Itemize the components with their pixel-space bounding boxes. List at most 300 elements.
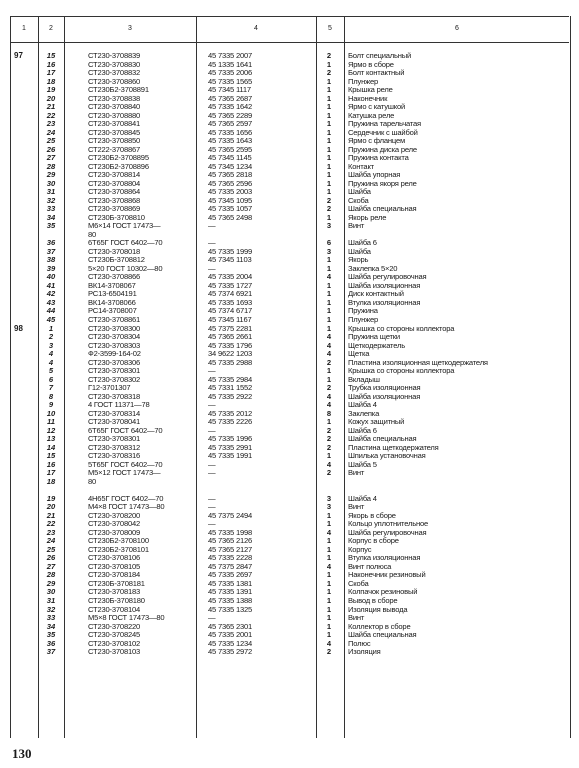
table-row [0,239,579,248]
part-code: СТ230-3708312 [88,442,141,452]
item-number: 44 [46,306,56,316]
quantity: 1 [326,587,332,597]
quantity: 4 [326,459,332,469]
part-name: Заклепка [348,408,380,418]
part-code: 5×20 ГОСТ 10302—80 [88,263,163,273]
quantity: 1 [326,314,332,324]
catalog-number: 45 7335 2697 [208,570,253,580]
table-row [0,495,579,504]
table-row [0,205,579,214]
item-number: 25 [46,136,56,146]
table-row [0,231,579,240]
table-row [0,350,579,359]
item-number: 16 [46,459,56,469]
quantity: 1 [326,544,332,554]
part-name: Шайба 6 [348,238,377,248]
item-number: 8 [48,391,54,401]
catalog-number: 45 7335 1388 [208,596,253,605]
catalog-number: 45 7335 2991 [208,442,253,452]
catalog-number: 45 7335 1796 [208,340,253,350]
table-row [0,469,579,478]
quantity: 4 [326,349,332,359]
part-name: Якорь реле [348,212,387,222]
table-row [0,452,579,461]
item-number: 16 [46,59,56,69]
quantity: 2 [326,434,332,444]
quantity: 1 [326,93,332,103]
table-row [0,112,579,121]
table-row [0,648,579,657]
quantity: 1 [326,519,332,529]
part-code: СТ230-3708840 [88,102,141,112]
catalog-number: 45 7335 1991 [208,451,253,461]
part-name: Втулка изоляционная [348,553,421,563]
part-name: Корпус в сборе [348,536,399,546]
part-code: СТ230-3708864 [88,187,141,197]
quantity: 4 [326,638,332,648]
catalog-number: 45 7335 2003 [208,187,253,197]
item-number: 1 [48,323,54,333]
part-name: Кольцо уплотнительное [348,519,429,529]
part-name: Ярмо с фланцем [348,136,406,146]
table-row [0,188,579,197]
item-number: 39 [46,263,56,273]
table-row [0,512,579,521]
part-name: Шайба [348,187,371,197]
catalog-number: — [208,519,216,529]
quantity: 2 [326,383,332,393]
table-row [0,444,579,453]
table-row [0,623,579,632]
part-code: СТ230-3708200 [88,510,141,520]
quantity: 2 [326,68,332,78]
item-number: 37 [46,246,56,256]
page-number: 130 [12,746,32,761]
item-number: 43 [46,297,56,307]
part-code: СТ230-3708869 [88,204,141,214]
table-row [0,103,579,112]
part-name: Шайба специальная [348,434,417,444]
quantity: 1 [326,621,332,631]
part-code: РС14-3708007 [88,306,137,316]
item-number: 37 [46,647,56,657]
item-number: 26 [46,144,56,154]
table-row [0,214,579,223]
quantity: 1 [326,630,332,640]
quantity: 6 [326,238,332,248]
item-number: 20 [46,93,56,103]
part-name: Пружина якоря реле [348,178,417,188]
item-number: 27 [46,561,56,571]
table-row [0,61,579,70]
part-code: 6Т65Г ГОСТ 6402—70 [88,425,163,435]
item-number: 24 [46,127,56,137]
table-row [0,120,579,129]
item-number: 42 [46,289,56,299]
part-name: Скоба [348,578,369,588]
table-row [0,359,579,368]
part-name: Шайба 4 [348,400,377,410]
part-name: Пластина щеткодержателя [348,442,439,452]
quantity: 2 [326,425,332,435]
item-number: 23 [46,527,56,537]
quantity: 3 [326,246,332,256]
catalog-number: 45 7335 2004 [208,272,253,282]
quantity: 1 [326,212,332,222]
catalog-number: 45 7335 2012 [208,408,253,418]
catalog-number: 45 7365 2595 [208,144,253,154]
table-row [0,563,579,572]
part-code: СТ230-3708302 [88,374,141,384]
part-code: СТ230-3708301 [88,366,141,376]
catalog-number: 45 7365 2498 [208,212,253,222]
part-code: СТ230Б-3708810 [88,212,145,222]
item-number: 18 [46,76,56,86]
quantity: 1 [326,553,332,563]
table-row [0,171,579,180]
catalog-number: 45 1335 1641 [208,59,253,69]
part-code: 4 ГОСТ 11371—78 [88,400,150,410]
part-name: Шайба упорная [348,170,401,180]
part-name: Наконечник резиновый [348,570,426,580]
catalog-number: 45 7335 1999 [208,246,253,256]
item-number: 13 [46,434,56,444]
catalog-number: — [208,493,216,503]
quantity: 1 [326,263,332,273]
catalog-number: — [208,238,216,248]
table-row [0,137,579,146]
part-code: РС13-6504191 [88,289,137,299]
quantity: 1 [326,255,332,265]
catalog-number: 45 7335 1656 [208,127,253,137]
catalog-number: 45 7365 2661 [208,332,253,342]
item-number: 24 [46,536,56,546]
catalog-number: 45 7375 2281 [208,323,253,333]
catalog-number: 45 7345 1234 [208,161,253,171]
part-code: СТ230-3708845 [88,127,141,137]
item-number: 19 [46,493,56,503]
table-row [0,307,579,316]
item-number: 34 [46,212,56,222]
quantity: 1 [326,451,332,461]
item-number: 35 [46,630,56,640]
quantity: 2 [326,442,332,452]
catalog-number: — [208,459,216,469]
table-row [0,95,579,104]
item-number: 30 [46,178,56,188]
part-code: М6×14 ГОСТ 17473— [88,221,161,231]
part-name: Шайба изоляционная [348,280,421,290]
table-row [0,333,579,342]
part-name: Пружина диска реле [348,144,417,154]
table-row [0,606,579,615]
part-code: СТ230-3708880 [88,110,141,120]
part-code: СТ230Б2-3708895 [88,153,149,163]
part-code: СТ230Б-3708180 [88,596,145,605]
part-name: Ярмо в сборе [348,59,394,69]
part-code: СТ230-3708866 [88,272,141,282]
quantity: 2 [326,195,332,205]
item-number: 22 [46,519,56,529]
table-row [0,325,579,334]
catalog-number: 45 7345 1103 [208,255,252,265]
quantity: 8 [326,408,332,418]
part-code: СТ230-3708861 [88,314,141,324]
part-name: Вкладыш [348,374,380,384]
part-code: М5×8 ГОСТ 17473—80 [88,613,165,623]
table-row [0,520,579,529]
part-name: Винт [348,468,365,478]
part-code: СТ230-3708868 [88,195,141,205]
part-code: СТ230-3708306 [88,357,141,367]
table-row [0,69,579,78]
table-row [0,401,579,410]
item-number: 18 [46,476,56,486]
item-number: 10 [46,408,56,418]
part-code: СТ230-3708042 [88,519,141,529]
part-code: СТ230Б2-3708891 [88,85,149,95]
quantity: 1 [326,323,332,333]
part-name: Контакт [348,161,374,171]
item-number: 17 [46,68,56,78]
part-code: СТ230-3708104 [88,604,141,614]
catalog-number: 45 7335 2006 [208,68,253,78]
part-code: СТ230-3708009 [88,527,141,537]
quantity: 1 [326,127,332,137]
part-name: Шайба [348,246,371,256]
item-number: 21 [46,102,56,112]
quantity: 1 [326,119,332,129]
part-code: СТ230Б-3708812 [88,255,145,265]
catalog-number: 45 7335 1998 [208,527,253,537]
quantity: 1 [326,596,332,605]
table-row [0,410,579,419]
part-code: СТ230-3708106 [88,553,141,563]
quantity: 4 [326,391,332,401]
table-row [0,546,579,555]
quantity: 4 [326,561,332,571]
group-number: 98 [14,323,23,333]
table-row [0,486,579,495]
part-name: Пружина контакта [348,153,409,163]
item-number: 19 [46,85,56,95]
table-row [0,631,579,640]
quantity: 4 [326,400,332,410]
part-name: Винт [348,502,365,512]
item-number: 5 [48,366,54,376]
catalog-number: — [208,221,216,231]
part-name: Шайба изоляционная [348,391,421,401]
item-number: 35 [46,221,56,231]
catalog-number: — [208,468,216,478]
part-code: 6Т65Г ГОСТ 6402—70 [88,238,163,248]
item-number: 20 [46,502,56,512]
item-number: 22 [46,110,56,120]
quantity: 4 [326,340,332,350]
catalog-number: 45 7331 1552 [208,383,253,393]
item-number: 36 [46,238,56,248]
table-row [0,180,579,189]
part-code: СТ230Б2-3708101 [88,544,149,554]
item-number: 2 [48,332,54,342]
part-code: М5×12 ГОСТ 17473— [88,468,161,478]
part-name: Щетка [348,349,370,359]
table-row [0,393,579,402]
item-number: 33 [46,204,56,214]
table-row [0,282,579,291]
item-number: 14 [46,442,56,452]
quantity: 1 [326,289,332,299]
part-name: Шайба 4 [348,493,377,503]
quantity: 2 [326,51,332,60]
part-code: СТ230-3708841 [88,119,141,129]
item-number: 31 [46,596,56,605]
catalog-number: 45 7335 2984 [208,374,253,384]
part-code: СТ230-3708301 [88,434,141,444]
quantity: 2 [326,468,332,478]
table-row [0,316,579,325]
quantity: 1 [326,570,332,580]
part-code: СТ230-3708041 [88,417,141,427]
quantity: 4 [326,332,332,342]
table-row [0,571,579,580]
item-number: 12 [46,425,56,435]
item-number: 3 [48,340,54,350]
part-code: СТ230-3708102 [88,638,141,648]
catalog-number: 45 7365 2289 [208,110,253,120]
parts-table-body [0,52,579,657]
table-row [0,435,579,444]
item-number: 4 [48,349,54,359]
catalog-number: 45 7335 2922 [208,391,253,401]
quantity: 1 [326,136,332,146]
table-top-rule [10,16,569,17]
part-name: Колпачок резиновый [348,587,418,597]
catalog-number: 45 7335 1234 [208,638,253,648]
catalog-number: — [208,366,216,376]
catalog-number: 45 7335 1727 [208,280,253,290]
part-code: 80 [88,476,97,486]
table-row [0,529,579,538]
item-number: 25 [46,544,56,554]
part-code: СТ230-3708860 [88,76,141,86]
table-row [0,129,579,138]
catalog-number: 45 7335 1996 [208,434,253,444]
table-row [0,52,579,61]
part-code: СТ230-3708183 [88,587,141,597]
catalog-number: — [208,425,216,435]
col-header-1: 1 [22,25,26,32]
part-name: Шайба 5 [348,459,377,469]
col-header-6: 6 [455,25,459,32]
table-row [0,342,579,351]
part-code: СТ230-3708832 [88,68,141,78]
catalog-number: 45 7365 2301 [208,621,253,631]
part-code: СТ230-3708814 [88,170,141,180]
table-row [0,222,579,231]
quantity: 1 [326,161,332,171]
part-code: СТ230-3708245 [88,630,141,640]
part-name: Заклепка 5×20 [348,263,398,273]
quantity: 1 [326,144,332,154]
quantity: 3 [326,221,332,231]
part-code: СТ230-3708105 [88,561,141,571]
catalog-number: 45 7335 1391 [208,587,253,597]
quantity: 1 [326,536,332,546]
table-row [0,367,579,376]
part-name: Плунжер [348,314,379,324]
part-code: СТ230-3708018 [88,246,141,256]
part-code: 4Н65Г ГОСТ 6402—70 [88,493,164,503]
part-name: Корпус [348,544,372,554]
quantity: 1 [326,613,332,623]
part-name: Шайба специальная [348,630,417,640]
item-number: 41 [46,280,56,290]
catalog-number: 45 7365 2596 [208,178,253,188]
part-code: СТ230Б-3708181 [88,578,145,588]
catalog-number: 45 7365 2127 [208,544,253,554]
table-row [0,197,579,206]
part-name: Винт [348,613,365,623]
part-code: СТ230Б2-3708896 [88,161,149,171]
part-code: СТ230-3708838 [88,93,141,103]
part-name: Крышка со стороны коллектора [348,366,455,376]
quantity: 1 [326,604,332,614]
part-name: Шайба 6 [348,425,377,435]
group-number: 97 [14,51,23,60]
catalog-number: — [208,502,216,512]
table-row [0,290,579,299]
catalog-number: 45 7345 1117 [208,85,251,95]
part-code: Г12-3701307 [88,383,131,393]
quantity: 1 [326,85,332,95]
part-code: М4×8 ГОСТ 17473—80 [88,502,165,512]
part-name: Изоляция вывода [348,604,408,614]
part-name: Полюс [348,638,371,648]
item-number: 33 [46,613,56,623]
quantity: 1 [326,110,332,120]
quantity: 1 [326,102,332,112]
item-number: 23 [46,119,56,129]
part-name: Ярмо с катушкой [348,102,406,112]
catalog-number: 45 7335 1381 [208,578,253,588]
col-header-2: 2 [49,25,53,32]
item-number: 45 [46,314,56,324]
part-name: Шайба регулировочная [348,527,427,537]
item-number: 32 [46,195,56,205]
header-rule [10,42,569,43]
quantity: 1 [326,280,332,290]
catalog-number: 45 7335 1325 [208,604,253,614]
catalog-number: 34 9622 1203 [208,349,253,359]
table-row [0,78,579,87]
catalog-number: 45 7374 6921 [208,289,253,299]
part-code: СТ230-3708830 [88,59,141,69]
item-number: 6 [48,374,54,384]
item-number: 29 [46,578,56,588]
table-row [0,427,579,436]
table-row [0,146,579,155]
part-code: СТ230-3708318 [88,391,141,401]
table-row [0,376,579,385]
item-number: 28 [46,161,56,171]
col-header-4: 4 [254,25,258,32]
part-name: Кожух защитный [348,417,405,427]
catalog-number: 45 7365 2687 [208,93,253,103]
catalog-number: 45 7345 1095 [208,195,253,205]
part-code: СТ230-3708220 [88,621,141,631]
catalog-number: 45 7335 1643 [208,136,253,146]
